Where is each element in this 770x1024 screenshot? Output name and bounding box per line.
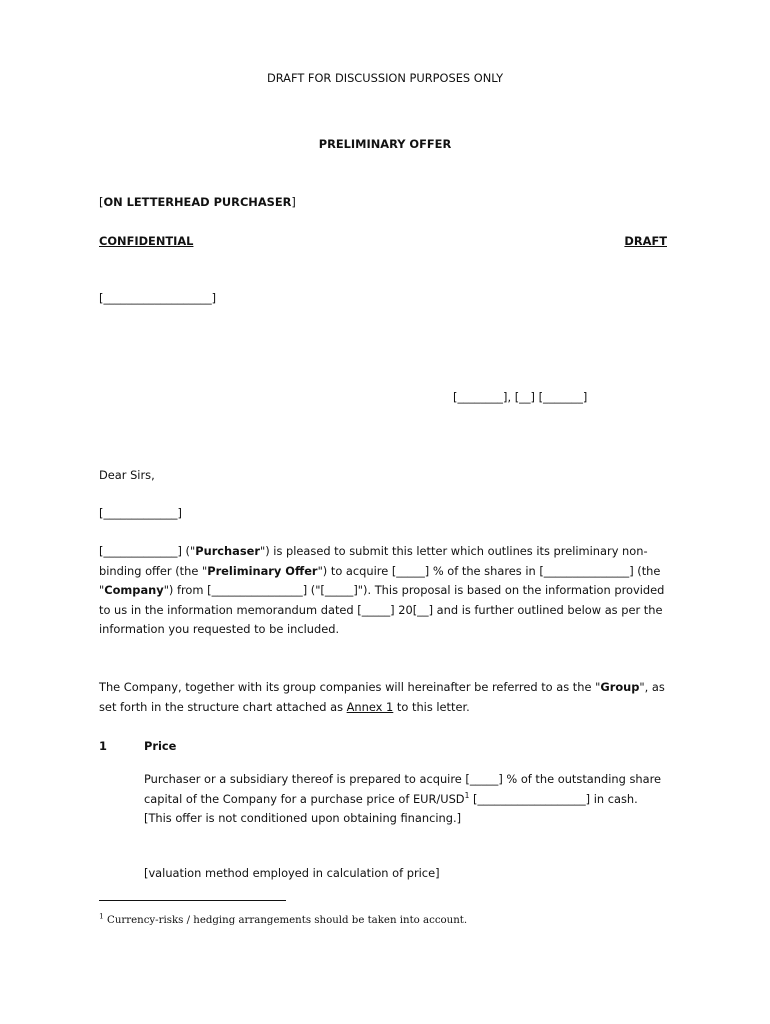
group-paragraph [99, 678, 674, 717]
defined-term-company: Company [104, 583, 164, 597]
recipient-placeholder: [_____________] [99, 506, 182, 520]
document-title: PRELIMINARY OFFER [318, 137, 452, 151]
confidential-label: CONFIDENTIAL [99, 234, 194, 248]
price-text-2: [___________________] in cash. [This offer is not conditioned upon obtaining financing.] [144, 791, 638, 825]
footnote-separator [99, 900, 286, 901]
defined-term-purchaser: Purchaser [195, 544, 260, 558]
section-number: 1 [99, 739, 107, 753]
group-text-1: The Company, together with its group companies will hereinafter be referred to as the " [99, 680, 601, 694]
intro-text-2: ") is pleased to submit this letter which outlines its preliminary non-binding offer (the " [99, 544, 648, 578]
draft-label: DRAFT [624, 234, 667, 248]
draft-discussion-note: DRAFT FOR DISCUSSION PURPOSES ONLY [266, 71, 504, 85]
letterhead-text: ON LETTERHEAD PURCHASER [103, 195, 292, 209]
salutation: Dear Sirs, [99, 468, 155, 482]
annex-reference: Annex 1 [346, 699, 394, 714]
defined-term-group: Group [600, 680, 640, 694]
intro-paragraph [99, 542, 674, 640]
letterhead-placeholder [99, 195, 296, 209]
intro-text-4: ") from [________________] ("[_____]"). This proposal is based on the information provided to us in the information memorandum dated [_____] 20[__] and is further outlined below as per the information you requested to be included. [99, 583, 665, 636]
date-line: [________], [__] [_______] [453, 390, 588, 404]
intro-text-3: ") to acquire [_____] % of the shares in [_______________] (the " [99, 563, 661, 597]
footnote-marker: 1 [99, 911, 104, 921]
valuation-method-placeholder: [valuation method employed in calculation of price] [144, 866, 440, 880]
section-heading-price: Price [144, 739, 177, 753]
footnote-text: Currency-risks / hedging arrangements should be taken into account. [103, 915, 468, 926]
defined-term-preliminary-offer: Preliminary Offer [207, 563, 318, 578]
footnote [99, 911, 468, 926]
addressee-placeholder: [___________________] [99, 291, 217, 305]
letterhead-close-bracket: ] [291, 195, 296, 209]
footnote-reference: 1 [464, 790, 470, 800]
letterhead-open-bracket: [ [99, 195, 104, 209]
group-text-3: to this letter. [393, 699, 470, 714]
intro-text-1: [_____________] (" [99, 544, 196, 558]
price-text-1: Purchaser or a subsidiary thereof is prepared to acquire [_____] % of the outstanding share capital of the Company for a purchase price of EUR/USD [144, 772, 662, 806]
group-text-2: ", as set forth in the structure chart attached as [99, 680, 665, 714]
price-paragraph [144, 770, 669, 829]
